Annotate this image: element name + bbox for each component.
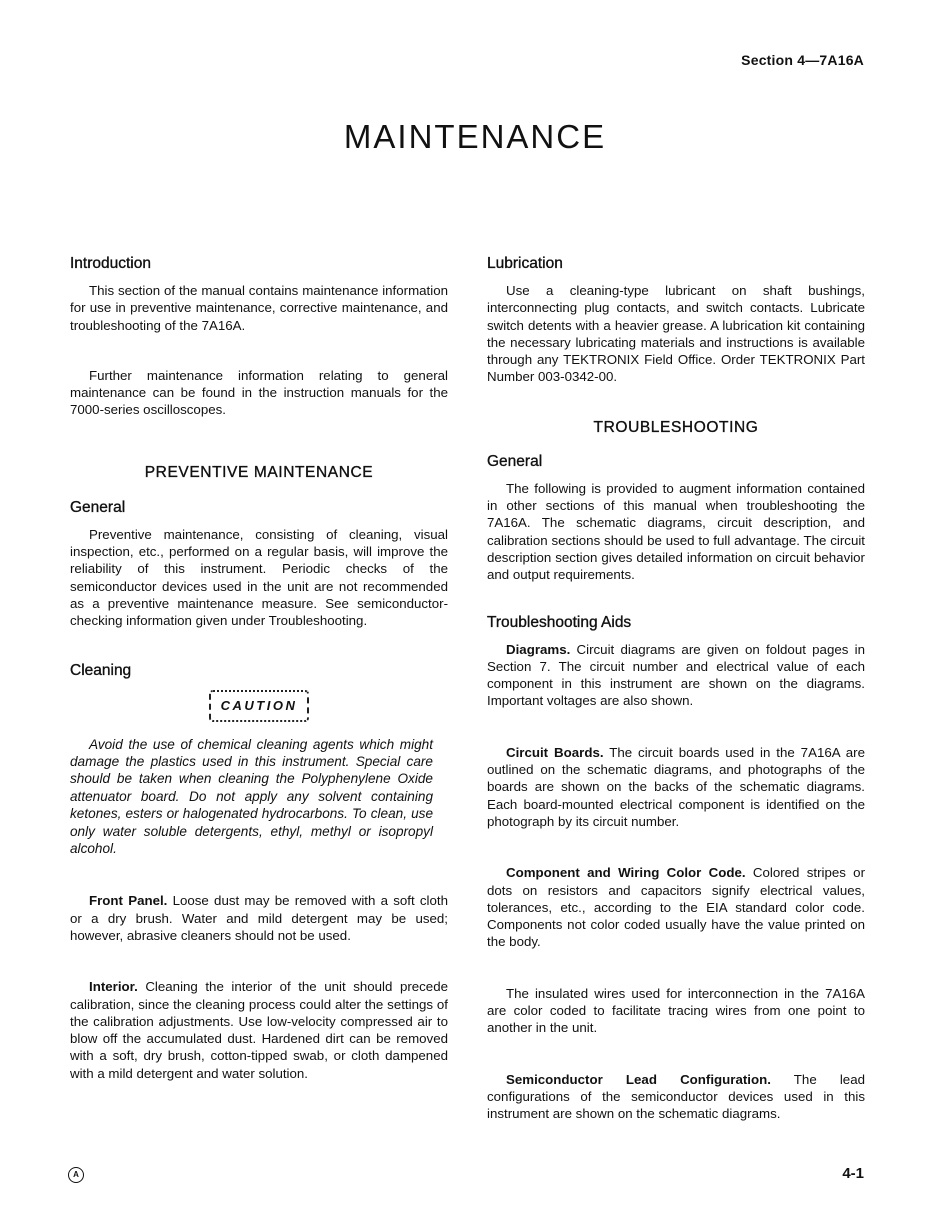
troubleshooting-aids-heading: Troubleshooting Aids: [487, 613, 632, 631]
color-code-lead: Component and Wiring Color Code.: [506, 865, 746, 881]
color-code-text: Colored stripes or dots on resistors and capacitors signify electrical values, tolerances, etc., according to the EIA standard color code. Components not color coded usually have the value printed on the body.: [487, 865, 866, 950]
interior-lead: Interior.: [89, 979, 138, 995]
diagrams-lead: Diagrams.: [506, 641, 571, 657]
caution-box-wrap: [70, 690, 448, 722]
introduction-paragraph-1: This section of the manual contains maintenance information for use in preventive maintenance, corrective maintenance, and troubleshooting of the 7A16A.: [70, 283, 448, 333]
circuit-boards-paragraph: [487, 744, 865, 830]
lubrication-heading: Lubrication: [487, 255, 563, 272]
front-panel-lead: Front Panel.: [89, 893, 168, 909]
circuit-boards-text: The circuit boards used in the 7A16A are outlined on the schematic diagrams, and photographs of the boards are shown on the backs of the schematic diagrams. Each board-mounted electrical component is identified on the photograph by its circuit number.: [487, 744, 866, 829]
troubleshooting-heading: TROUBLESHOOTING: [593, 418, 759, 436]
ts-general-heading: General: [487, 452, 543, 470]
right-column: [487, 255, 865, 1123]
semiconductor-lead-label: Semiconductor Lead Configuration.: [506, 1071, 771, 1087]
insulated-wires-paragraph: The insulated wires used for interconnection in the 7A16A are color coded to facilitate tracing wires from one point to another in the unit.: [487, 985, 865, 1036]
caution-text: Avoid the use of chemical cleaning agents which might damage the plastics used in this instrument. Special care should be taken when cleaning the Polyphenylene Oxide attenuator board. Do not apply any solvent containing ketones, esters or halogenated hydrocarbons. To clean, use only water soluble detergents, ethyl, methyl or isopropyl alcohol.: [70, 736, 433, 856]
cleaning-heading: Cleaning: [70, 661, 132, 679]
circuit-boards-lead: Circuit Boards.: [506, 744, 604, 760]
introduction-paragraph-2: Further maintenance information relating to general maintenance can be found in the instruction manuals for the 7000-series oscilloscopes.: [70, 367, 448, 418]
caution-label: CAUTION: [220, 697, 298, 713]
preventive-maintenance-heading: PREVENTIVE MAINTENANCE: [144, 463, 374, 481]
section-tag: Section 4—7A16A: [741, 52, 864, 68]
page-title: MAINTENANCE: [343, 118, 607, 155]
introduction-heading: Introduction: [70, 255, 151, 272]
page-number: 4-1: [842, 1165, 864, 1182]
front-panel-paragraph: [70, 892, 448, 944]
diagrams-text: Circuit diagrams are given on foldout pages in Section 7. The circuit number and electrical value of each component in this instrument are shown on the diagrams. Important voltages are also shown.: [487, 641, 865, 709]
tektronix-logo-icon: A: [68, 1167, 84, 1183]
semiconductor-lead-paragraph: [487, 1071, 865, 1123]
semiconductor-lead-text: The lead configurations of the semiconductor devices used in this instrument are shown on the schematic diagrams.: [487, 1071, 865, 1122]
interior-text: Cleaning the interior of the unit should precede calibration, since the cleaning process could alter the settings of the calibration adjustments. Use low-velocity compressed air to blow off the accumulated dust. Hardened dirt can be removed with a soft, dry brush, cotton-tipped swab, or cloth dampened with a mild detergent and water solution.: [70, 979, 448, 1081]
front-panel-text: Loose dust may be removed with a soft cloth or a dry brush. Water and mild detergent may be used; however, abrasive cleaners should not be used.: [70, 893, 448, 943]
lubrication-paragraph: Use a cleaning-type lubricant on shaft bushings, interconnecting plug contacts, and switch contacts. Lubricate switch detents with a heavier grease. A lubrication kit containing the necessary lubricating materials and instructions is available through any TEKTRONIX Field Office. Order TEKTRONIX Part Number 003-0342-00.: [487, 283, 865, 385]
ts-general-paragraph: The following is provided to augment information contained in other sections of this manual when troubleshooting the 7A16A. The schematic diagrams, circuit description, and calibration sections should be used to full advantage. The circuit description section gives detailed information on circuit behavior and output requirements.: [487, 480, 865, 583]
left-column: [70, 255, 448, 1082]
pm-general-paragraph: Preventive maintenance, consisting of cleaning, visual inspection, etc., performed on a regular basis, will improve the reliability of this instrument. Periodic checks of the semiconductor devices used in the unit are not recommended as a preventive maintenance measure. See semiconductor-checking information given under Troubleshooting.: [70, 526, 448, 629]
diagrams-paragraph: [487, 641, 865, 710]
interior-paragraph: [70, 978, 448, 1082]
color-code-paragraph: [487, 864, 865, 950]
caution-box: [209, 690, 310, 722]
pm-general-heading: General: [70, 498, 126, 516]
